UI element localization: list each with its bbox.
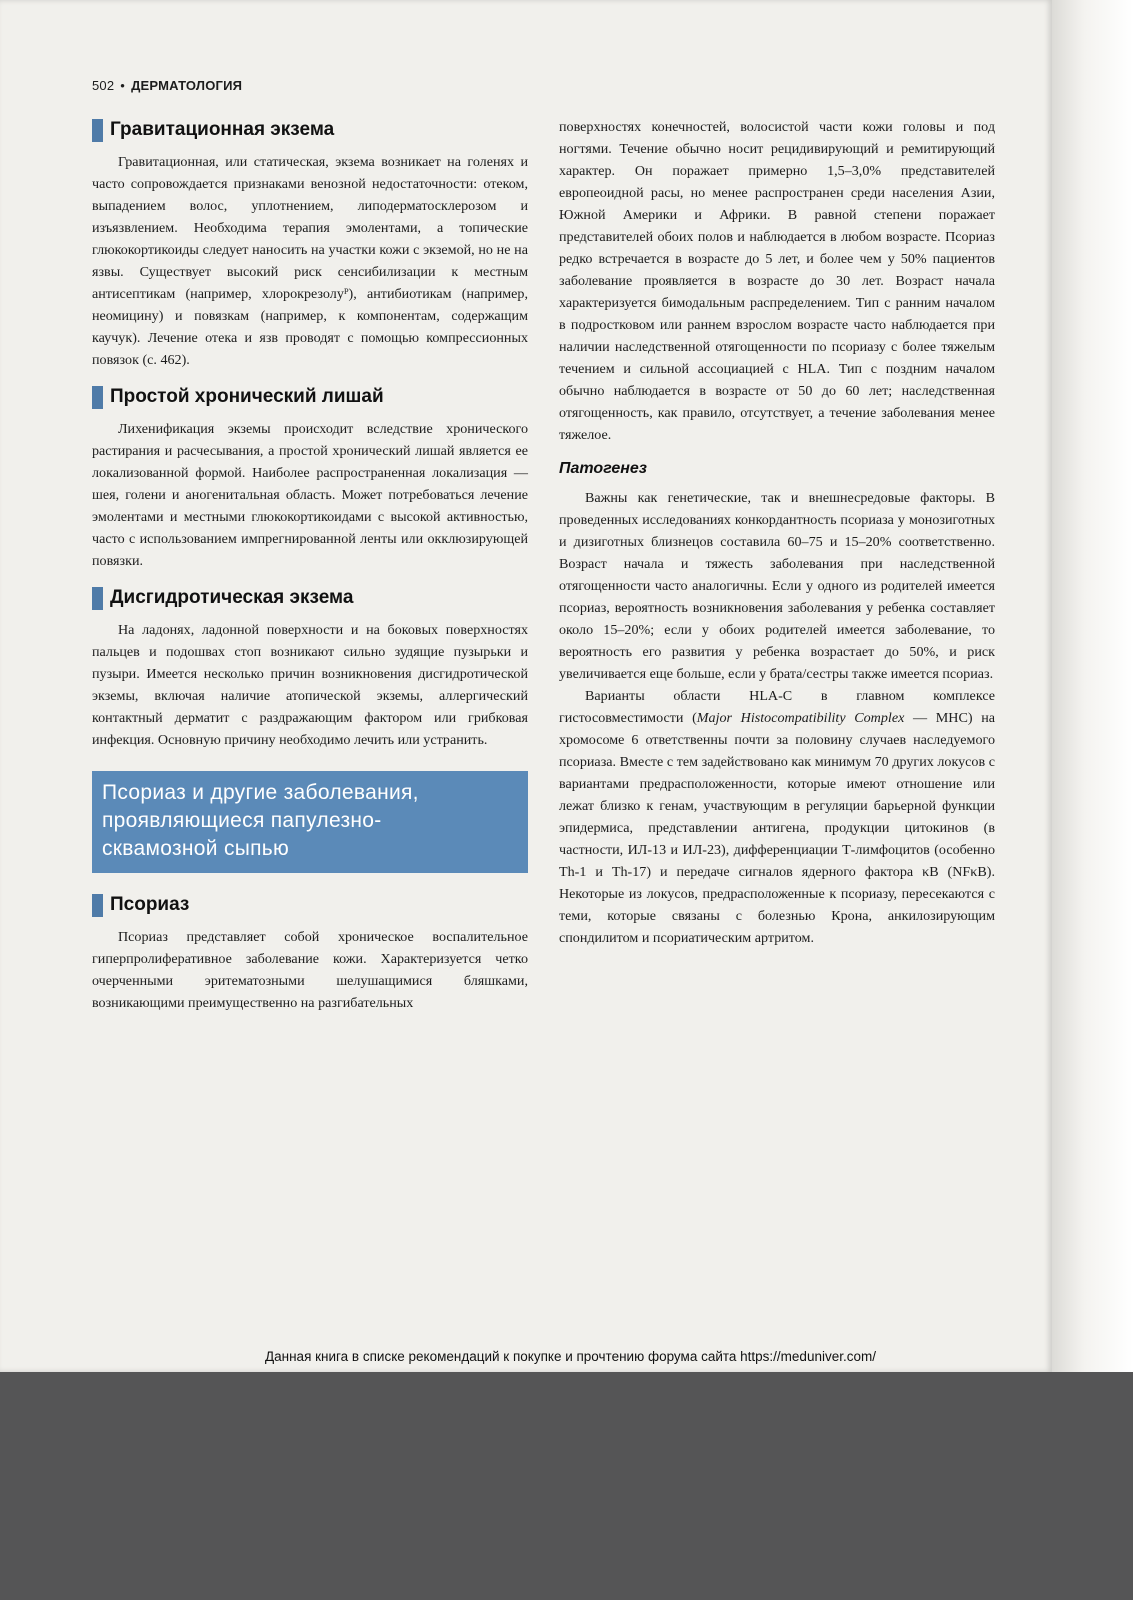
section-gravitational-eczema [92,118,528,371]
running-head-separator: • [120,78,126,93]
subsection-heading: Патогенез [559,460,647,477]
section-heading [92,385,528,409]
paragraph: На ладонях, ладонной поверхности и на боковых поверхностях пальцев и подошвах стоп возникают сильно зудящие пузырьки и пузыри. Имеется несколько причин возникновения дисгидротической экземы, включая наличие атопической экземы, аллергический контактный дерматит с раздражающим фактором или грибковая инфекция. Основную причину необходимо лечить или устранить. [92,622,528,748]
section-heading-text: Дисгидротическая экзема [110,587,354,608]
banner-line: сквамозной сыпью [102,837,290,860]
heading-marker [92,894,103,917]
section-heading-text: Гравитационная экзема [110,119,335,140]
section-heading-text: Простой хронический лишай [110,386,384,407]
banner-line: проявляющиеся папулезно- [102,809,382,832]
chapter-banner [92,771,528,873]
section-lichen-simplex [92,385,528,572]
heading-marker [92,587,103,610]
running-head-section: ДЕРМАТОЛОГИЯ [131,78,243,93]
paragraph-text: Варианты области HLA-C в главном комплексе гистосовместимости ( [559,688,995,726]
running-head [92,78,242,93]
scan-background [0,1372,1133,1600]
left-column [92,118,528,1028]
section-psoriasis [92,893,528,1014]
paragraph: Лихенификация экземы происходит вследствие хронического растирания и расчесывания, а простой хронический лишай является ее локализованной формой. Наиболее распространенная локализация — шея, голени и аногенитальная область. Может потребоваться лечение эмолентами и местными глюкокортикоидами с высокой активностью, часто с использованием импрегнированной ленты или окклюзирующей повязки. [92,421,528,569]
section-heading [92,893,528,917]
heading-marker [92,119,103,142]
section-heading [92,118,528,142]
section-dyshidrotic-eczema [92,586,528,751]
page-edge [1052,0,1133,1372]
paragraph: Псориаз представляет собой хроническое воспалительное гиперпролиферативное заболевание кожи. Характеризуется четко очерченными эритематозными шелушащимися бляшками, возникающими преимущественно на разгибательных [92,929,528,1011]
paragraph [559,685,995,949]
banner-line: Псориаз и другие заболевания, [102,781,419,804]
paragraph: Гравитационная, или статическая, экзема возникает на голенях и часто сопровождается признаками венозной недостаточности: отеком, выпадением волос, уплотнением, липодерматосклерозом и изъязвлением. Необходима терапия эмолентами, а топические глюкокортикоиды следует наносить на участки кожи с экземой, но не на язвы. Существует высокий риск сенсибилизации к местным антисептикам (например, хлорокрезолуᴾ), антибиотикам (например, неомицину) и повязкам (например, к компонентам, содержащим каучук). Лечение отека и язв проводят с помощью компрессионных повязок (с. 462). [92,154,528,368]
section-heading [92,586,528,610]
page-number: 502 [92,78,115,93]
paragraph-italic-term: Major Histocompatibility Complex [696,710,905,726]
heading-marker [92,386,103,409]
right-column [559,116,995,949]
paragraph-text: — MHC) на хромосоме 6 ответственны почти за половину случаев наследуемого псориаза. Вместе с тем задействовано как минимум 70 других локусов с вариантами предрасположенности, которые имеют отношение или лежат близко к генам, участвующим в регуляции барьерной функции эпидермиса, представлении антигена, продукции цитокинов (в частности, ИЛ-13 и ИЛ-23), дифференциации Т-лимфоцитов (особенно Th-1 и Th-17) и передаче сигналов ядерного фактора κB (NFκB). Некоторые из локусов, предрасположенные к псориазу, пересекаются с теми, которые связаны с болезнью Крона, анкилозирующим спондилитом и псориатическим артритом. [559,710,996,946]
paragraph: Важны как генетические, так и внешнесредовые факторы. В проведенных исследованиях конкордантность псориаза у монозиготных и дизиготных близнецов составила 60–75 и 15–20% соответственно. Возраст начала и тяжесть заболевания при наследственной отягощенности часто аналогичны. Если у одного из родителей имеется псориаз, вероятность возникновения заболевания у ребенка составляет около 15–20%; если у обоих родителей имеется заболевание, то вероятность его развития у ребенка возрастает до 50%, и риск увеличивается еще больше, если у брата/сестры также имеется псориаз. [559,490,995,682]
paragraph-continuation: поверхностях конечностей, волосистой части кожи головы и под ногтями. Течение обычно носит рецидивирующий и ремитирующий характер. Он поражает примерно 1,5–3,0% представителей европеоидной расы, но менее распространен среди населения Азии, Южной Америки и Африки. В равной степени поражает представителей обоих полов и наблюдается в любом возрасте. Псориаз редко встречается в возрасте до 5 лет, и более чем у 50% пациентов заболевание проявляется в возрасте до 30 лет. Возраст начала характеризуется бимодальным распределением. Тип с ранним началом в подростковом или раннем взрослом возрасте часто наблюдается при наличии наследственной отягощенности по псориазу с более тяжелым течением и сильной ассоциацией с HLA. Тип с поздним началом обычно наблюдается в возрасте от 50 до 60 лет; наследственная отягощенность, как правило, отсутствует, а течение заболевания менее тяжелое. [559,119,995,443]
section-heading-text: Псориаз [110,894,190,915]
footer-note: Данная книга в списке рекомендаций к покупке и прочтению форума сайта https://meduniver.com/ [265,1349,876,1364]
